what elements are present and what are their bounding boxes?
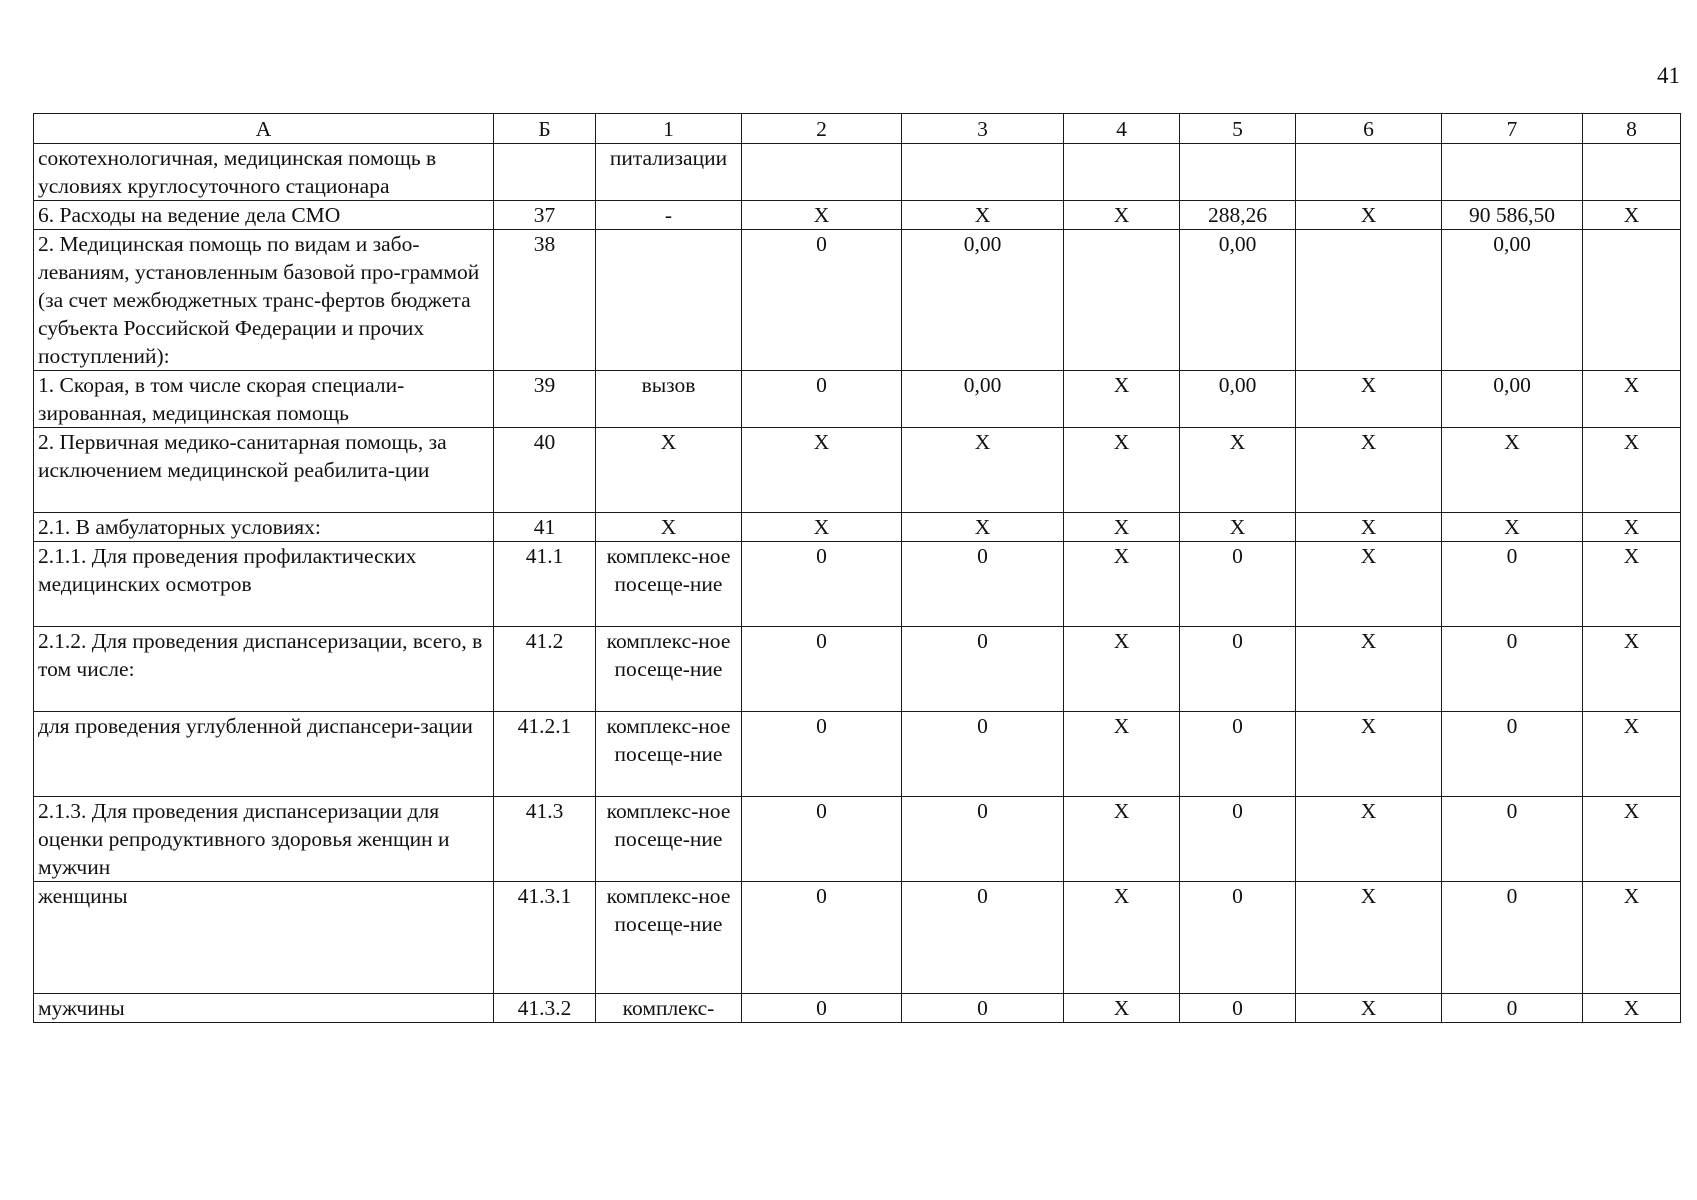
table-row <box>34 230 1681 371</box>
row-cell-2: 0 <box>742 371 902 428</box>
row-cell-4: X <box>1064 994 1180 1023</box>
row-cell-2: 0 <box>742 994 902 1023</box>
row-code: 39 <box>494 371 596 428</box>
row-cell-3: 0 <box>902 712 1064 797</box>
row-code: 41.1 <box>494 542 596 627</box>
row-cell-8 <box>1583 144 1681 201</box>
row-unit: питализации <box>596 144 742 201</box>
table-row <box>34 201 1681 230</box>
row-unit: X <box>596 513 742 542</box>
row-cell-6 <box>1296 144 1442 201</box>
row-cell-7: 0 <box>1442 994 1583 1023</box>
row-label: для проведения углубленной диспансери-зации <box>34 712 494 797</box>
row-label: 2. Медицинская помощь по видам и забо-леваниям, установленным базовой про-граммой (за счет межбюджетных транс-фертов бюджета субъекта Российской Федерации и прочих поступлений): <box>34 230 494 371</box>
row-label: 1. Скорая, в том числе скорая специали-зированная, медицинская помощь <box>34 371 494 428</box>
row-cell-4: X <box>1064 371 1180 428</box>
row-unit: комплекс- <box>596 994 742 1023</box>
row-unit: X <box>596 428 742 513</box>
page-number: 41 <box>1657 63 1680 88</box>
row-cell-8: X <box>1583 371 1681 428</box>
row-code: 41.2.1 <box>494 712 596 797</box>
row-cell-8: X <box>1583 542 1681 627</box>
row-unit: - <box>596 201 742 230</box>
row-cell-7: 0 <box>1442 627 1583 712</box>
row-code: 41.2 <box>494 627 596 712</box>
header-cell-1: 1 <box>596 114 742 144</box>
row-code: 40 <box>494 428 596 513</box>
row-cell-8: X <box>1583 513 1681 542</box>
row-cell-4: X <box>1064 882 1180 994</box>
row-code: 41 <box>494 513 596 542</box>
row-cell-5 <box>1180 144 1296 201</box>
row-cell-6: X <box>1296 994 1442 1023</box>
row-cell-3: X <box>902 201 1064 230</box>
row-cell-4 <box>1064 230 1180 371</box>
header-cell-b: Б <box>494 114 596 144</box>
row-cell-3 <box>902 144 1064 201</box>
row-label: 2.1.1. Для проведения профилактических медицинских осмотров <box>34 542 494 627</box>
row-cell-8: X <box>1583 428 1681 513</box>
row-cell-6: X <box>1296 882 1442 994</box>
row-unit: комплекс-ное посеще-ние <box>596 882 742 994</box>
row-cell-7: 0 <box>1442 797 1583 882</box>
row-cell-5: 0 <box>1180 797 1296 882</box>
row-cell-2: 0 <box>742 542 902 627</box>
row-cell-4: X <box>1064 627 1180 712</box>
row-label: 2.1.3. Для проведения диспансеризации для оценки репродуктивного здоровья женщин и мужчин <box>34 797 494 882</box>
row-cell-8: X <box>1583 882 1681 994</box>
row-cell-5: 288,26 <box>1180 201 1296 230</box>
row-cell-6: X <box>1296 712 1442 797</box>
row-unit: вызов <box>596 371 742 428</box>
table-row <box>34 882 1681 994</box>
header-cell-7: 7 <box>1442 114 1583 144</box>
row-cell-4: X <box>1064 797 1180 882</box>
row-unit: комплекс-ное посеще-ние <box>596 627 742 712</box>
row-cell-5: 0 <box>1180 542 1296 627</box>
table-header-row <box>34 114 1681 144</box>
row-unit: комплекс-ное посеще-ние <box>596 712 742 797</box>
row-label: 2.1.2. Для проведения диспансеризации, всего, в том числе: <box>34 627 494 712</box>
row-cell-2 <box>742 144 902 201</box>
table-row <box>34 144 1681 201</box>
row-cell-2: 0 <box>742 797 902 882</box>
row-code: 38 <box>494 230 596 371</box>
row-label: 6. Расходы на ведение дела СМО <box>34 201 494 230</box>
row-cell-7: 0,00 <box>1442 230 1583 371</box>
row-cell-5: 0,00 <box>1180 371 1296 428</box>
row-cell-3: X <box>902 428 1064 513</box>
row-cell-4: X <box>1064 428 1180 513</box>
row-cell-8: X <box>1583 712 1681 797</box>
row-unit: комплекс-ное посеще-ние <box>596 542 742 627</box>
row-cell-3: X <box>902 513 1064 542</box>
row-cell-3: 0 <box>902 797 1064 882</box>
table-row <box>34 627 1681 712</box>
row-code: 41.3.2 <box>494 994 596 1023</box>
row-code: 41.3 <box>494 797 596 882</box>
row-cell-6 <box>1296 230 1442 371</box>
row-cell-5: 0 <box>1180 627 1296 712</box>
row-label: 2.1. В амбулаторных условиях: <box>34 513 494 542</box>
row-cell-7: 0 <box>1442 712 1583 797</box>
table-row <box>34 712 1681 797</box>
row-cell-4 <box>1064 144 1180 201</box>
row-cell-4: X <box>1064 201 1180 230</box>
row-cell-7: 90 586,50 <box>1442 201 1583 230</box>
row-cell-2: 0 <box>742 882 902 994</box>
table-row <box>34 513 1681 542</box>
row-cell-6: X <box>1296 428 1442 513</box>
row-cell-2: 0 <box>742 230 902 371</box>
row-cell-3: 0,00 <box>902 371 1064 428</box>
row-cell-3: 0,00 <box>902 230 1064 371</box>
row-cell-2: 0 <box>742 627 902 712</box>
row-cell-8: X <box>1583 994 1681 1023</box>
header-cell-a: А <box>34 114 494 144</box>
table-row <box>34 994 1681 1023</box>
row-cell-3: 0 <box>902 994 1064 1023</box>
row-cell-4: X <box>1064 513 1180 542</box>
row-cell-6: X <box>1296 627 1442 712</box>
row-cell-6: X <box>1296 797 1442 882</box>
row-cell-4: X <box>1064 712 1180 797</box>
header-cell-8: 8 <box>1583 114 1681 144</box>
header-cell-2: 2 <box>742 114 902 144</box>
row-cell-5: 0 <box>1180 882 1296 994</box>
row-cell-7 <box>1442 144 1583 201</box>
row-cell-8 <box>1583 230 1681 371</box>
row-cell-8: X <box>1583 797 1681 882</box>
row-code: 41.3.1 <box>494 882 596 994</box>
row-code <box>494 144 596 201</box>
row-cell-2: X <box>742 201 902 230</box>
row-cell-6: X <box>1296 201 1442 230</box>
row-cell-7: 0 <box>1442 542 1583 627</box>
row-cell-5: 0,00 <box>1180 230 1296 371</box>
row-cell-5: 0 <box>1180 994 1296 1023</box>
row-label: 2. Первичная медико-санитарная помощь, за исключением медицинской реабилита-ции <box>34 428 494 513</box>
row-cell-6: X <box>1296 371 1442 428</box>
row-cell-7: 0 <box>1442 882 1583 994</box>
row-cell-5: X <box>1180 513 1296 542</box>
row-cell-6: X <box>1296 542 1442 627</box>
row-cell-7: X <box>1442 428 1583 513</box>
row-cell-4: X <box>1064 542 1180 627</box>
row-code: 37 <box>494 201 596 230</box>
header-cell-4: 4 <box>1064 114 1180 144</box>
row-label: мужчины <box>34 994 494 1023</box>
row-cell-7: 0,00 <box>1442 371 1583 428</box>
row-cell-5: X <box>1180 428 1296 513</box>
row-cell-7: X <box>1442 513 1583 542</box>
row-unit <box>596 230 742 371</box>
data-table <box>33 113 1681 1023</box>
row-cell-2: 0 <box>742 712 902 797</box>
row-label: женщины <box>34 882 494 994</box>
header-cell-6: 6 <box>1296 114 1442 144</box>
row-cell-3: 0 <box>902 627 1064 712</box>
table-row <box>34 797 1681 882</box>
row-unit: комплекс-ное посеще-ние <box>596 797 742 882</box>
row-cell-5: 0 <box>1180 712 1296 797</box>
row-label: сокотехнологичная, медицинская помощь в условиях круглосуточного стационара <box>34 144 494 201</box>
table-row <box>34 428 1681 513</box>
header-cell-3: 3 <box>902 114 1064 144</box>
row-cell-3: 0 <box>902 542 1064 627</box>
table-row <box>34 542 1681 627</box>
row-cell-3: 0 <box>902 882 1064 994</box>
header-cell-5: 5 <box>1180 114 1296 144</box>
table-row <box>34 371 1681 428</box>
row-cell-8: X <box>1583 627 1681 712</box>
row-cell-2: X <box>742 513 902 542</box>
row-cell-2: X <box>742 428 902 513</box>
row-cell-8: X <box>1583 201 1681 230</box>
row-cell-6: X <box>1296 513 1442 542</box>
